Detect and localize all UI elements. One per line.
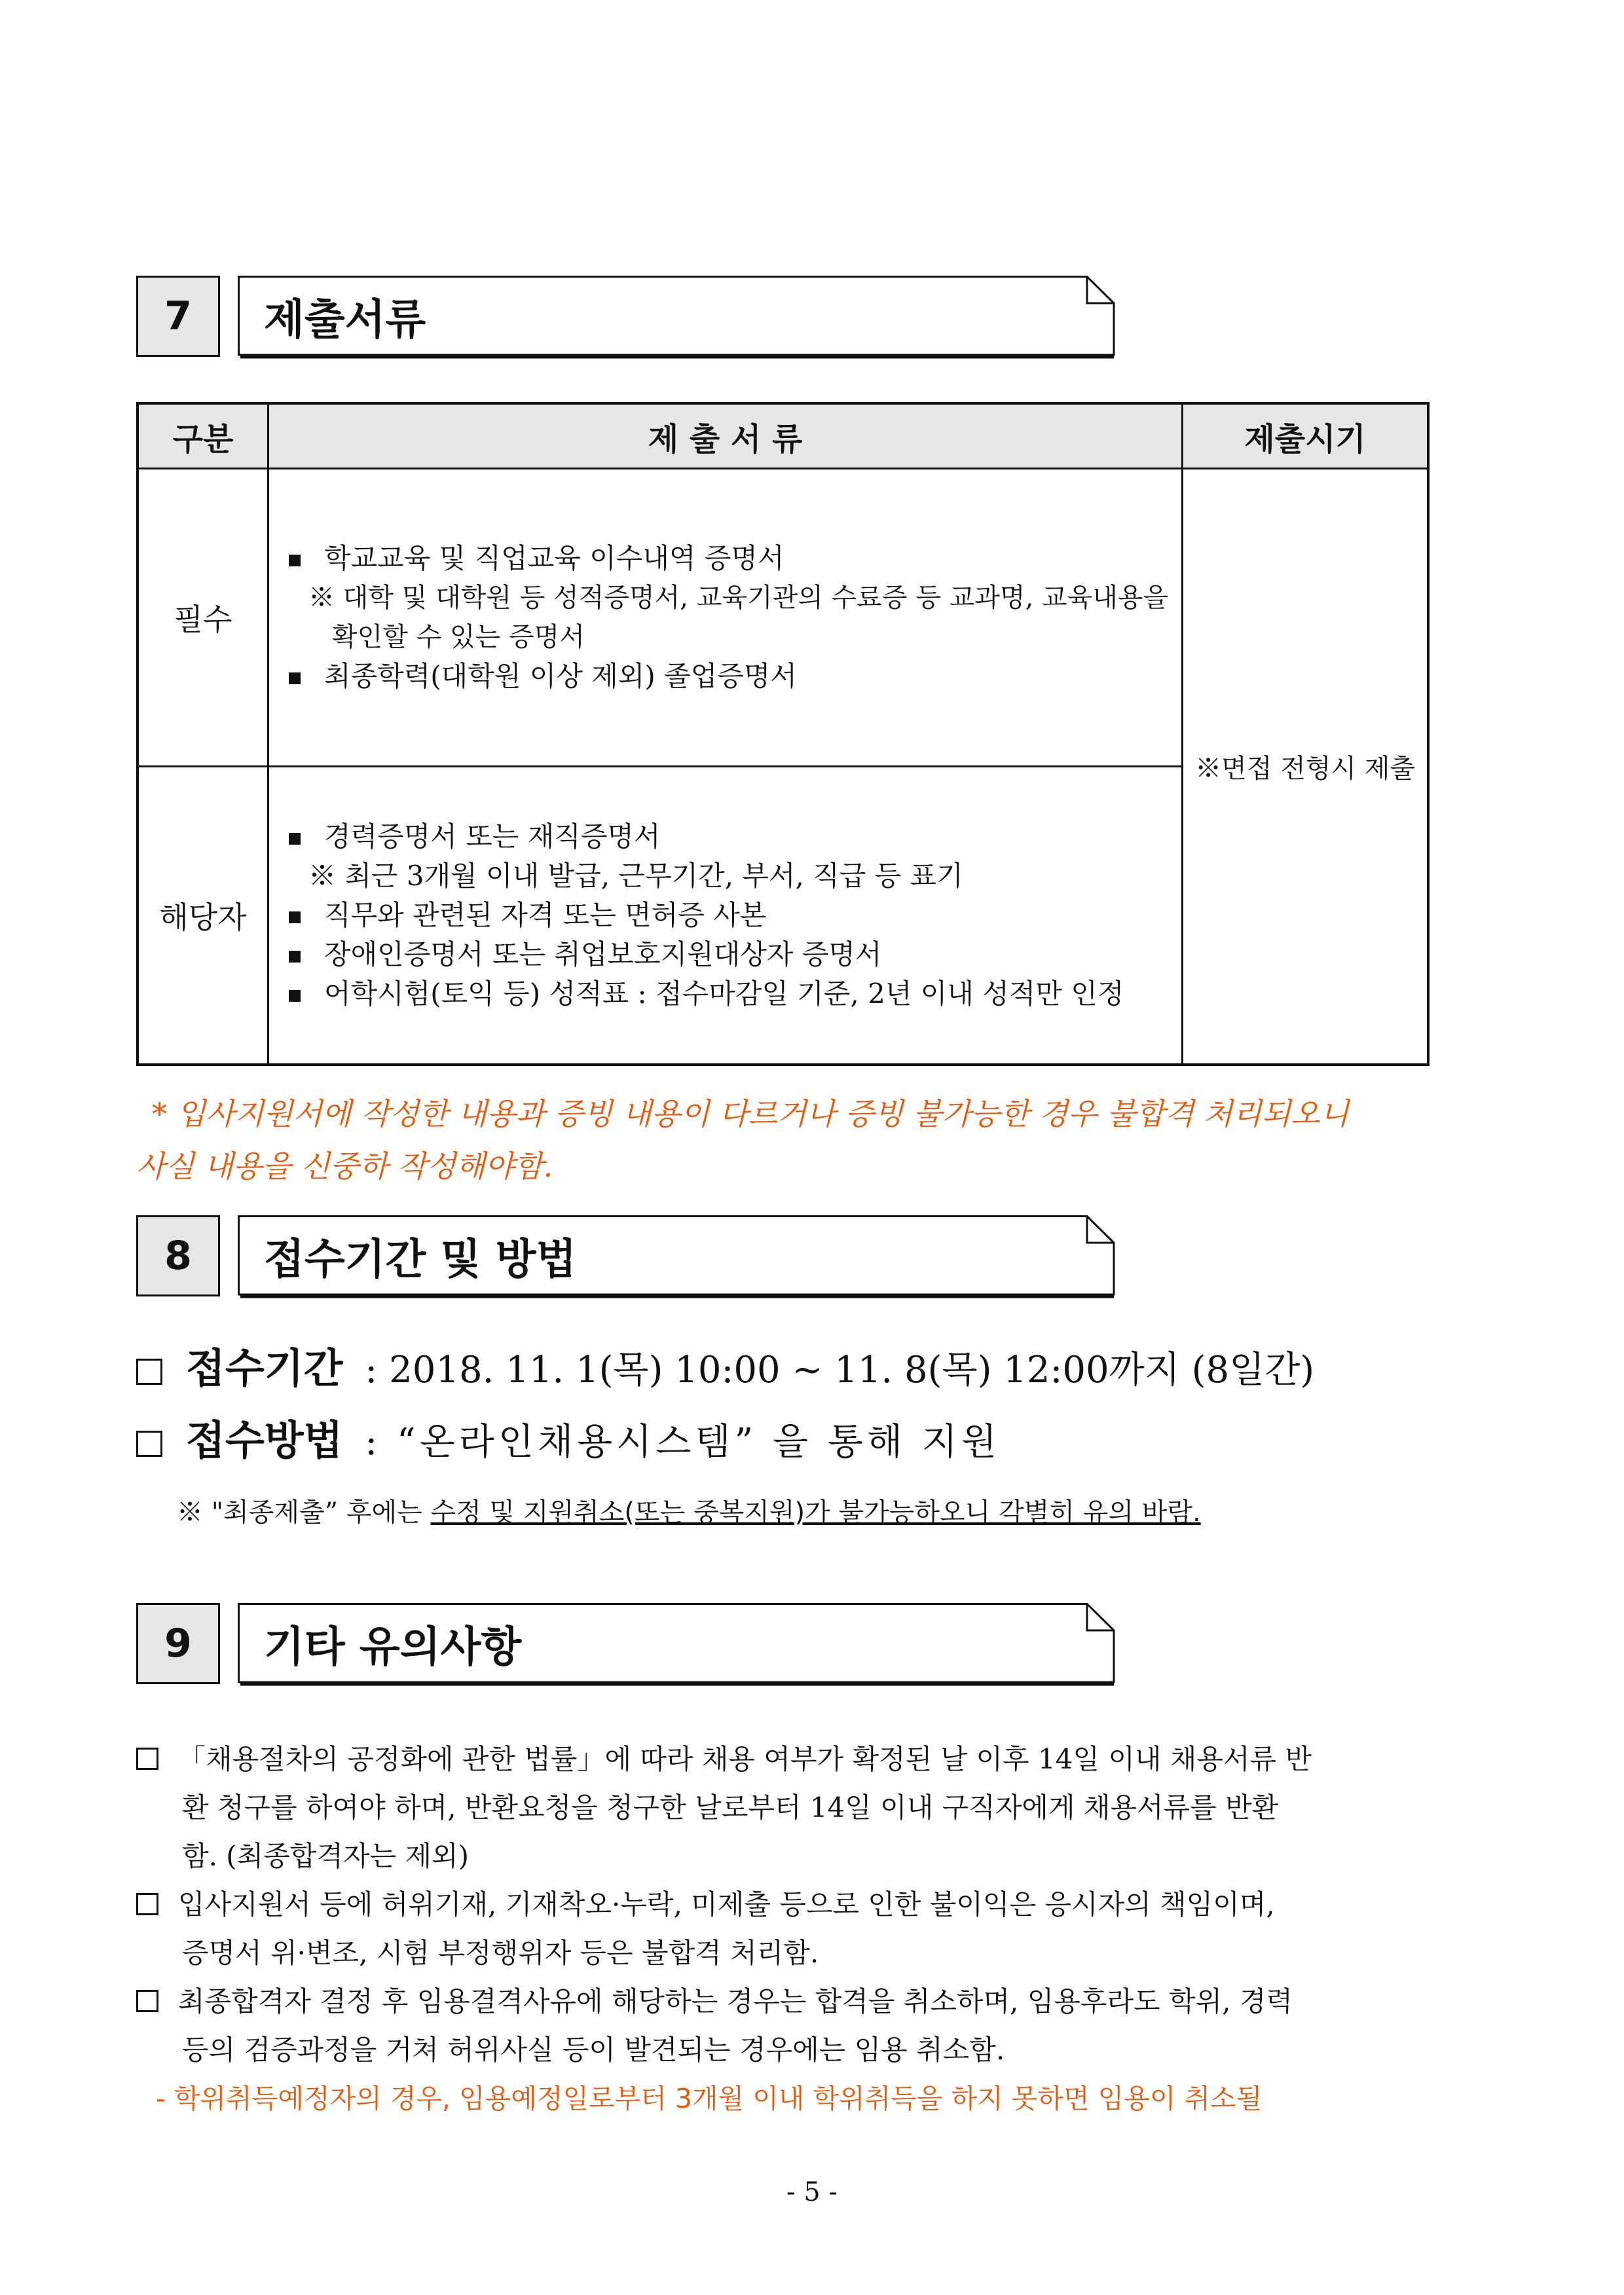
section7-number-text: 7 <box>164 293 192 339</box>
documents-table <box>136 402 1430 1066</box>
section9-title: 기타 유의사항 <box>264 1623 522 1672</box>
notice-item-2-line1: 입사지원서 등에 허위기재, 기재착오·누락, 미제출 등으로 인한 불이익은 응시자의 책임이며, <box>136 1881 1459 1929</box>
category-required: 필수 <box>138 469 268 767</box>
orange-note: - 학위취득예정자의 경우, 임용예정일로부터 3개월 이내 학위취득을 하지 못하면 임용이 취소될 <box>156 2083 1263 2114</box>
period-value: : 2018. 11. 1(목) 10:00 ~ 11. 8(목) 12:00까지 (8일간) <box>365 1349 1315 1391</box>
period-label: 접수기간 <box>186 1344 343 1392</box>
bullet-square-icon <box>289 833 301 845</box>
list-item: 직무와 관련된 자격 또는 면허증 사본 <box>289 896 1168 935</box>
bullet-square-icon <box>289 672 301 684</box>
method-line <box>136 1408 1001 1466</box>
applicable-items <box>268 767 1183 1065</box>
list-item-note-cont: 확인할 수 있는 증명서 <box>332 622 585 652</box>
bullet-square-icon <box>289 990 301 1002</box>
period-line <box>136 1336 1314 1394</box>
section7-number <box>136 276 220 357</box>
table-row-required <box>138 469 1428 767</box>
notice-item-3-line2: 등의 검증과정을 거쳐 허위사실 등이 발견되는 경우에는 임용 취소함. <box>182 2034 1005 2066</box>
section9-number <box>136 1603 220 1684</box>
list-item-note: ※ 최근 3개월 이내 발급, 근무기간, 부서, 직급 등 표기 <box>308 859 963 892</box>
submission-timing: ※면접 전형시 제출 <box>1183 469 1428 1065</box>
section8-title: 접수기간 및 방법 <box>264 1236 577 1284</box>
checkbox-square-icon <box>136 1990 158 2012</box>
notice-item-3-line1: 최종합격자 결정 후 임용결격사유에 해당하는 경우는 합격을 취소하며, 임용후라도 학위, 경력 <box>136 1977 1459 2026</box>
bullet-square-icon <box>289 911 301 923</box>
header-category: 구분 <box>138 403 268 469</box>
checkbox-square-icon <box>136 1893 158 1915</box>
method-label: 접수방법 <box>186 1416 343 1464</box>
section7-title-box <box>238 276 1115 361</box>
notice-item-2-line2: 증명서 위·변조, 시험 부정행위자 등은 불합격 처리함. <box>182 1937 819 1969</box>
header-documents: 제 출 서 류 <box>268 403 1183 469</box>
required-items <box>268 469 1183 767</box>
checkbox-square-icon <box>136 1359 162 1385</box>
section8-title-box <box>238 1215 1115 1300</box>
notice-item-1-line2: 환 청구를 하여야 하며, 반환요청을 청구한 날로부터 14일 이내 구직자에게 채용서류를 반환 <box>182 1791 1279 1824</box>
notice-item-1-line1: 「채용절차의 공정화에 관한 법률」에 따라 채용 여부가 확정된 날 이후 14일 이내 채용서류 반 <box>136 1735 1459 1784</box>
checkbox-square-icon <box>136 1748 158 1770</box>
bullet-square-icon <box>289 951 301 963</box>
section9-number-text: 9 <box>164 1621 192 1666</box>
list-item: 학교교육 및 직업교육 이수내역 증명서 <box>289 539 1168 578</box>
list-item: 경력증명서 또는 재직증명서 <box>289 817 1168 856</box>
final-submit-note <box>177 1492 1201 1529</box>
notice-item-1-line3: 함. (최종합격자는 제외) <box>182 1840 469 1872</box>
notice-list <box>136 1735 1459 2123</box>
section9-title-box <box>238 1603 1115 1688</box>
section8-number-text: 8 <box>164 1233 192 1279</box>
list-item: 어학시험(토익 등) 성적표 : 접수마감일 기준, 2년 이내 성적만 인정 <box>289 974 1168 1014</box>
list-item: 장애인증명서 또는 취업보호지원대상자 증명서 <box>289 935 1168 974</box>
header-timing: 제출시기 <box>1183 403 1428 469</box>
method-value: : “온라인채용시스템” 을 통해 지원 <box>365 1421 1001 1463</box>
checkbox-square-icon <box>136 1431 162 1457</box>
page-number: - 5 - <box>786 2177 838 2207</box>
category-applicable: 해당자 <box>138 767 268 1065</box>
list-item-note: ※ 대학 및 대학원 등 성적증명서, 교육기관의 수료증 등 교과명, 교육내용을 <box>308 583 1169 613</box>
note-emphasis: 수정 및 지원취소(또는 중복지원)가 불가능하오니 각별히 유의 바람. <box>430 1497 1201 1528</box>
table-header-row <box>138 403 1428 469</box>
bullet-square-icon <box>289 555 301 566</box>
note-prefix: ※ "최종제출” 후에는 <box>177 1497 431 1528</box>
list-item: 최종학력(대학원 이상 제외) 졸업증명서 <box>289 657 1168 696</box>
warning-line-2: 사실 내용을 신중하 작성해야함. <box>136 1148 553 1184</box>
warning-line-1: * 입사지원서에 작성한 내용과 증빙 내용이 다르거나 증빙 불가능한 경우 불합격 처리되오니 <box>152 1096 1349 1131</box>
section8-number <box>136 1215 220 1296</box>
section7-title: 제출서류 <box>264 296 426 344</box>
